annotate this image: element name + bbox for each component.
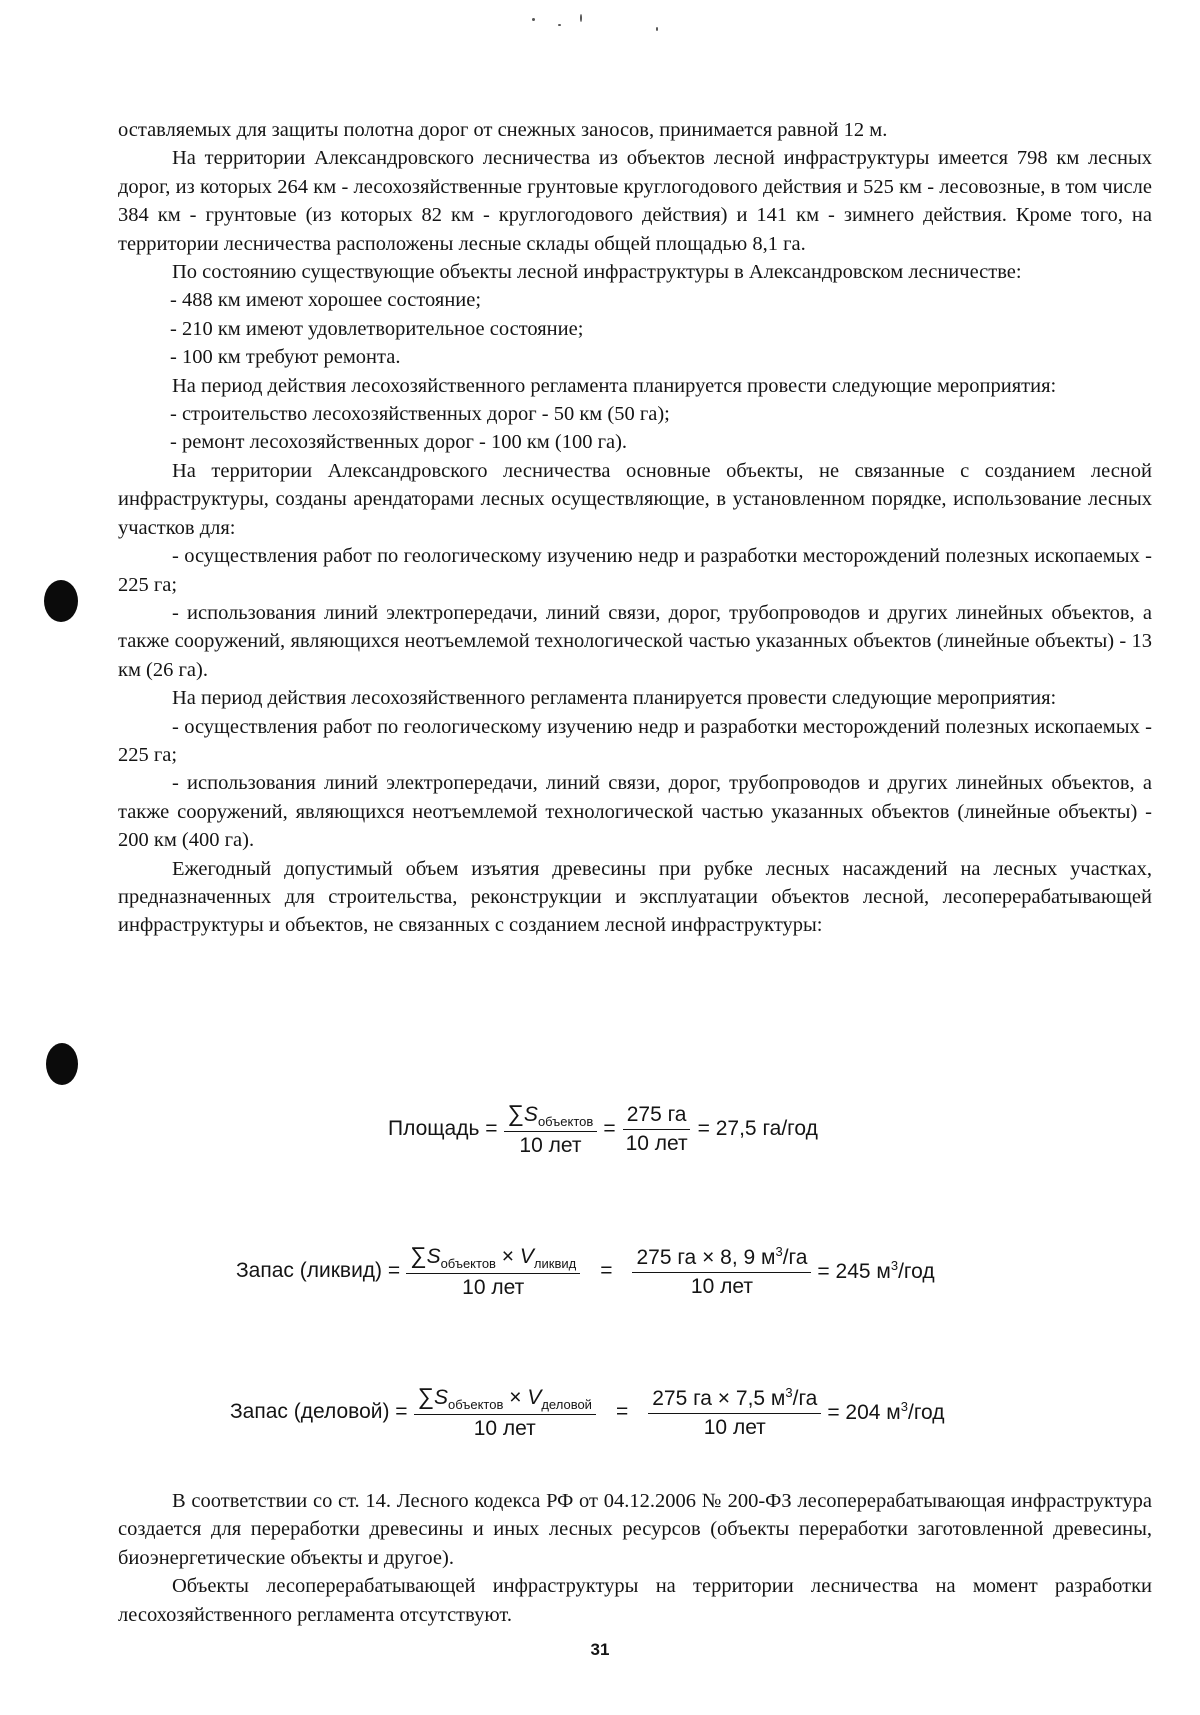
page-number: 31 <box>590 1640 610 1659</box>
punch-hole-mark-lower <box>46 1043 78 1085</box>
list-item-road-repair: - ремонт лесохозяйственных дорог - 100 км (100 га). <box>170 431 628 454</box>
list-item-satisfactory: - 210 км имеют удовлетворительное состояние; <box>170 317 584 340</box>
formula-result: = 27,5 га/год <box>697 1117 818 1141</box>
paragraph-state-intro: По состоянию существующие объекты лесной инфраструктуры в Александровском лесничестве: <box>172 261 1022 284</box>
fraction-denominator: 10 лет <box>473 1417 536 1441</box>
fraction-numerator: 275 га × 8, 9 $м^3/га$ <box>632 1244 811 1273</box>
fraction-sum <box>406 1242 580 1300</box>
scan-speck <box>532 18 535 21</box>
closing-text <box>118 1487 1152 1629</box>
scan-speck <box>580 14 582 22</box>
paragraph-continuation: оставляемых для защиты полотна дорог от снежных заносов, принимается равной 12 м. <box>118 119 888 141</box>
formula-lhs: Запас (ликвид) = <box>236 1259 401 1283</box>
formula-area <box>388 1100 818 1158</box>
fraction-denominator: 10 лет <box>703 1415 766 1439</box>
list-item-repair: - 100 км требуют ремонта. <box>170 346 401 369</box>
fraction-denominator: 10 лет <box>625 1131 688 1155</box>
fraction-sum <box>414 1383 596 1441</box>
fraction-numerator: $\sum S_{объектов} \times V_{деловой}$ <box>414 1383 596 1415</box>
fraction-numerator: 275 га <box>623 1103 691 1130</box>
paragraph-planned-intro-2: На период действия лесохозяйственного регламента планируется провести следующие мероприятия: <box>172 687 1057 710</box>
equals-sign: = <box>615 1400 629 1424</box>
list-item-geology: - осуществления работ по геологическому изучению недр и разработки месторождений полезных ископаемых - 225 га; <box>118 545 1152 596</box>
formula-stock-liquid <box>236 1242 935 1300</box>
paragraph-planned-intro: На период действия лесохозяйственного регламента планируется провести следующие мероприятия: <box>172 374 1057 397</box>
paragraph-annual-volume: Ежегодный допустимый объем изъятия древесины при рубке лесных насаждений на лесных участках, предназначенных для строительства, реконструкции и эксплуатации объектов лесной, лесоперерабатывающей инфраструктуры и объектов, не связанных с созданием лесной инфраструктуры: <box>118 857 1152 937</box>
fraction-numerator: $\sum S_{объектов}$ <box>504 1100 598 1132</box>
fraction-values <box>648 1385 821 1440</box>
paragraph-roads: На территории Александровского лесничества из объектов лесной инфраструктуры имеется 798 км лесных дорог, из которых 264 км - лесохозяйственные грунтовые круглогодового действия и 525 км - лесовозные, в том числе 384 км - грунтовые (из которых 82 км - круглогодового действия) и 141 км - зимнего действия. Кроме того, на территории лесничества расположены лесные склады общей площадью 8,1 га. <box>118 147 1152 255</box>
list-item-construction: - строительство лесохозяйственных дорог - 50 км (50 га); <box>170 403 670 426</box>
punch-hole-mark-upper <box>44 580 78 622</box>
fraction-denominator: 10 лет <box>690 1274 753 1298</box>
fraction-denominator: 10 лет <box>519 1134 582 1158</box>
list-item-good: - 488 км имеют хорошее состояние; <box>170 289 482 312</box>
fraction-sum <box>504 1100 598 1158</box>
formula-stock-business <box>230 1383 945 1441</box>
list-item-linear-2: - использования линий электропередачи, линий связи, дорог, трубопроводов и других линейных объектов, а также сооружений, являющихся неотъемлемой технологической частью указанных объектов (линейные объекты) - 200 км (400 га). <box>118 772 1152 852</box>
fraction-values <box>622 1103 692 1156</box>
formula-lhs: Площадь = <box>388 1117 498 1141</box>
body-text <box>118 116 1152 940</box>
fraction-numerator: 275 га × 7,5 $м^3/га$ <box>648 1385 821 1414</box>
scan-speck <box>656 27 658 31</box>
formula-result: = 245 $м^3$/год <box>817 1258 935 1284</box>
paragraph-other-objects: На территории Александровского лесничества основные объекты, не связанные с созданием лесной инфраструктуры, созданы арендаторами лесных осуществляющие, в установленном порядке, использование лесных участков для: <box>118 459 1152 539</box>
equals-sign: = <box>603 1117 616 1141</box>
list-item-geology-2: - осуществления работ по геологическому изучению недр и разработки месторождений полезных ископаемых - 225 га; <box>118 715 1152 766</box>
fraction-values <box>632 1244 811 1299</box>
paragraph-no-objects: Объекты лесоперерабатывающей инфраструктуры на территории лесничества на момент разработки лесохозяйственного регламента отсутствуют. <box>118 1575 1152 1626</box>
scan-speck <box>558 24 561 26</box>
list-item-linear: - использования линий электропередачи, линий связи, дорог, трубопроводов и других линейных объектов, а также сооружений, являющихся неотъемлемой технологической частью указанных объектов (линейные объекты) - 13 км (26 га). <box>118 601 1152 681</box>
formula-lhs: Запас (деловой) = <box>230 1400 408 1424</box>
fraction-denominator: 10 лет <box>462 1276 525 1300</box>
formula-result: = 204 $м^3$/год <box>827 1399 945 1425</box>
fraction-numerator: $\sum S_{объектов} \times V_{ликвид}$ <box>406 1242 580 1274</box>
paragraph-forest-code: В соответствии со ст. 14. Лесного кодекса РФ от 04.12.2006 № 200-ФЗ лесоперерабатывающая инфраструктура создается для переработки древесины и иных лесных ресурсов (объекты переработки заготовленной древесины, биоэнергетические объекты и другое). <box>118 1490 1152 1569</box>
equals-sign: = <box>600 1259 613 1283</box>
